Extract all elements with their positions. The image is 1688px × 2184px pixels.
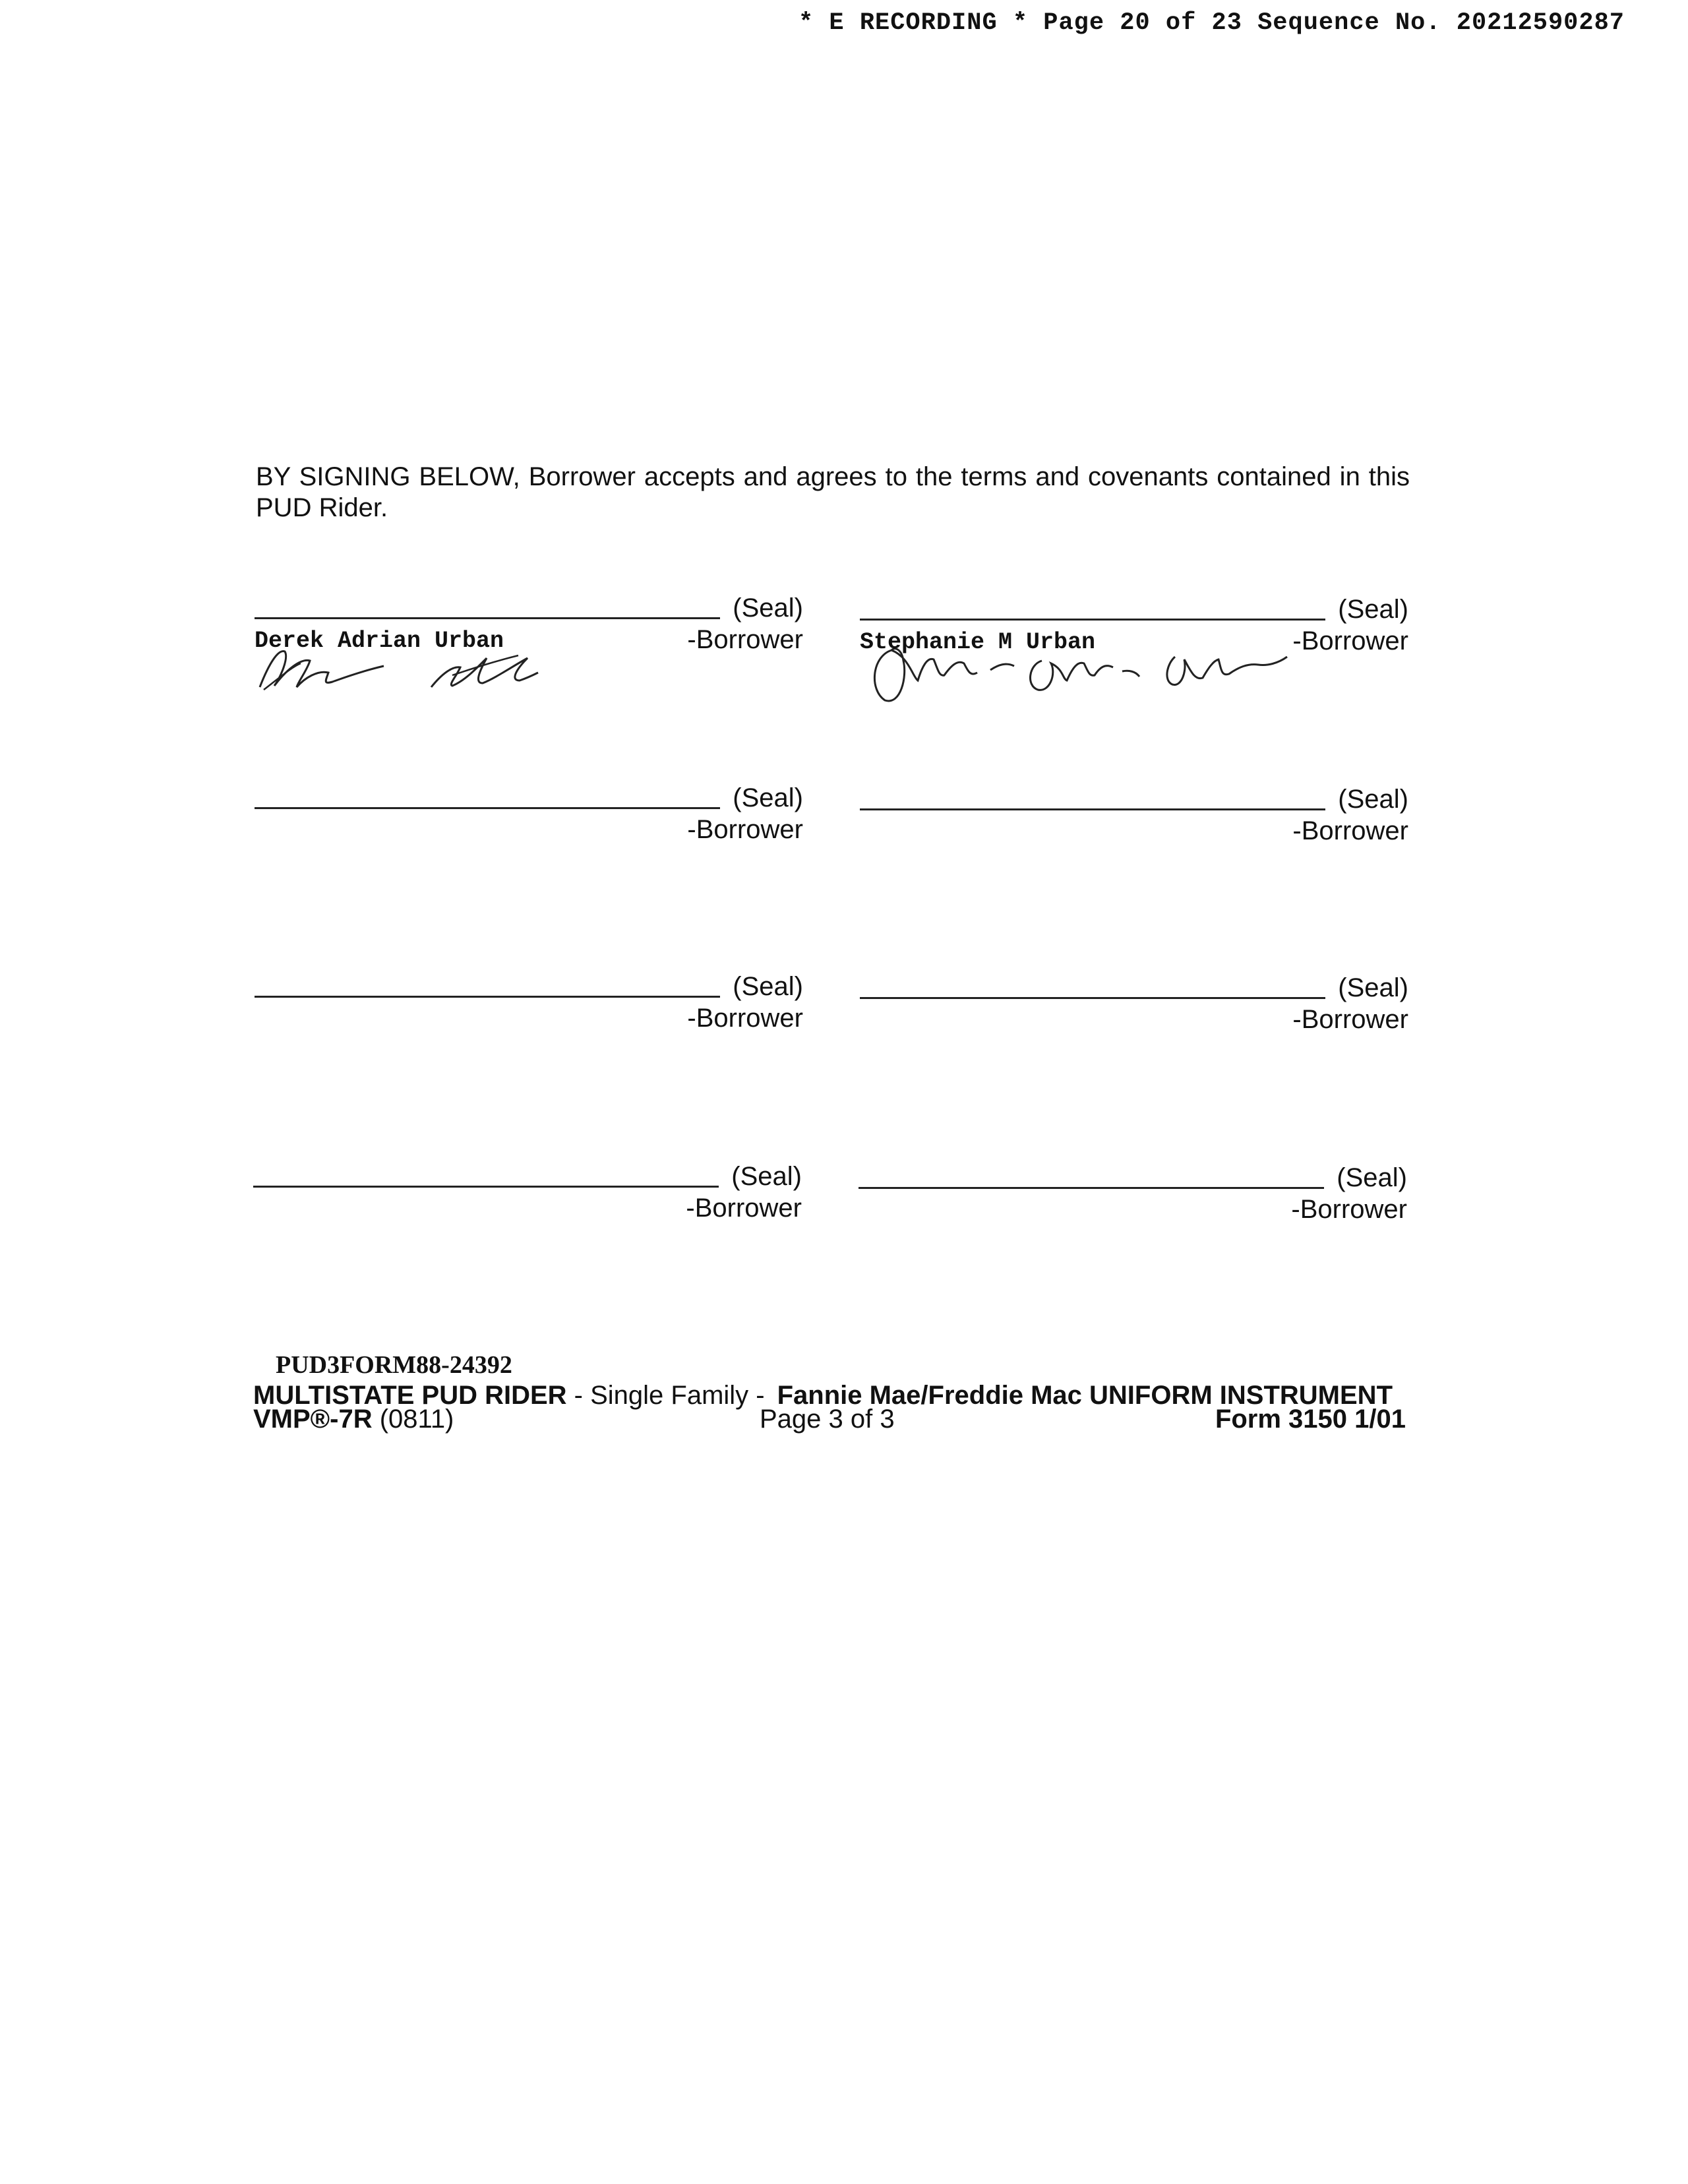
seal-label: (Seal) xyxy=(731,1162,802,1191)
borrower-label: -Borrower xyxy=(687,1004,803,1033)
form-title: MULTISTATE PUD RIDER xyxy=(253,1381,567,1410)
borrower-label: -Borrower xyxy=(1292,1005,1408,1034)
recording-header: * E RECORDING * Page 20 of 23 Sequence No. 20212590287 xyxy=(799,9,1625,37)
form-code: PUD3FORM88-24392 xyxy=(276,1351,512,1379)
signature-block-blank-5 xyxy=(253,1162,802,1265)
signature-block-derek xyxy=(255,593,803,696)
signature-line xyxy=(255,807,720,809)
borrower-label: -Borrower xyxy=(1291,1195,1407,1224)
seal-label: (Seal) xyxy=(1338,785,1408,814)
borrower-name: Stephanie M Urban xyxy=(860,629,1096,655)
borrower-label: -Borrower xyxy=(687,815,803,844)
signature-block-blank-4 xyxy=(860,973,1408,1076)
vmp-code xyxy=(253,1405,454,1434)
seal-label: (Seal) xyxy=(733,783,803,812)
borrower-label: -Borrower xyxy=(687,625,803,654)
borrower-label: -Borrower xyxy=(686,1194,802,1223)
seal-label: (Seal) xyxy=(733,972,803,1001)
seal-label: (Seal) xyxy=(1338,595,1408,624)
vmp-code-bold: VMP®-7R xyxy=(253,1405,373,1434)
vmp-code-date: (0811) xyxy=(372,1405,454,1434)
signature-line xyxy=(255,617,720,619)
signature-block-blank-1 xyxy=(255,783,803,886)
form-meta-line xyxy=(253,1405,1406,1434)
form-subtitle: - Single Family - xyxy=(566,1381,765,1410)
form-number: Form 3150 1/01 xyxy=(1215,1405,1406,1434)
signature-line xyxy=(859,1187,1324,1189)
seal-label: (Seal) xyxy=(733,593,803,622)
signature-line xyxy=(255,996,720,998)
page-number: Page 3 of 3 xyxy=(760,1405,895,1434)
signature-line xyxy=(860,808,1325,810)
borrower-label: -Borrower xyxy=(1292,816,1408,845)
signing-statement: BY SIGNING BELOW, Borrower accepts and agrees to the terms and covenants contained in this PUD Rider. xyxy=(256,462,1410,522)
signature-block-blank-3 xyxy=(255,972,803,1075)
seal-label: (Seal) xyxy=(1338,973,1408,1002)
signature-block-stephanie xyxy=(860,595,1408,698)
seal-label: (Seal) xyxy=(1337,1163,1407,1192)
signature-line xyxy=(253,1186,719,1188)
borrower-name: Derek Adrian Urban xyxy=(255,628,504,654)
borrower-label: -Borrower xyxy=(1292,626,1408,655)
signature-block-blank-2 xyxy=(860,785,1408,888)
signature-line xyxy=(860,997,1325,999)
signature-line xyxy=(860,619,1325,621)
signature-block-blank-6 xyxy=(859,1163,1407,1266)
uniform-instrument-label: Fannie Mae/Freddie Mac UNIFORM INSTRUMENT xyxy=(777,1381,1393,1410)
